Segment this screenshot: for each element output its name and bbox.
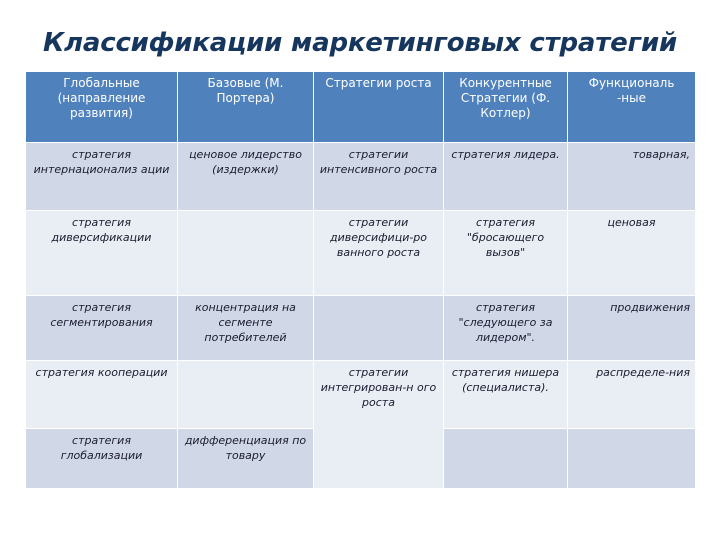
table-cell: стратегия "следующего за лидером".	[444, 296, 568, 361]
table-cell: ценовое лидерство (издержки)	[178, 143, 314, 211]
table-cell: стратегия сегментирования	[26, 296, 178, 361]
header-growth: Стратегии роста	[314, 72, 444, 143]
table-cell	[568, 429, 696, 489]
table-cell: стратегия лидера.	[444, 143, 568, 211]
table-row	[26, 211, 696, 296]
table-cell	[178, 211, 314, 296]
table-cell: дифференциация по товару	[178, 429, 314, 489]
table-cell: товарная,	[568, 143, 696, 211]
strategy-table	[25, 71, 696, 489]
table-cell: стратегии диверсифици-ро ванного роста	[314, 211, 444, 296]
header-basic: Базовые (М. Портера)	[178, 72, 314, 143]
table-cell	[314, 296, 444, 361]
table-cell: стратегия диверсификации	[26, 211, 178, 296]
header-global: Глобальные (направление развития)	[26, 72, 178, 143]
table-header-row	[26, 72, 696, 143]
header-functional: Функциональ -ные	[568, 72, 696, 143]
table-cell: стратегия глобализации	[26, 429, 178, 489]
table-cell: стратегия нишера (специалиста).	[444, 361, 568, 429]
table-row	[26, 143, 696, 211]
table-cell: стратегия кооперации	[26, 361, 178, 429]
table-cell: ценовая	[568, 211, 696, 296]
table-cell: распределе-ния	[568, 361, 696, 429]
table-cell: продвижения	[568, 296, 696, 361]
table-cell: концентрация на сегменте потребителей	[178, 296, 314, 361]
table-cell: стратегия интернационализ ации	[26, 143, 178, 211]
table-row	[26, 361, 696, 429]
slide-title: Классификации маркетинговых стратегий	[43, 28, 677, 58]
table-cell	[178, 361, 314, 429]
table-cell: стратегии интенсивного роста	[314, 143, 444, 211]
table-cell: стратегии интегрирован-н ого роста	[314, 361, 444, 489]
table-cell: стратегия "бросающего вызов"	[444, 211, 568, 296]
table-row	[26, 296, 696, 361]
table-cell	[444, 429, 568, 489]
header-competitive: Конкурентные Стратегии (Ф. Котлер)	[444, 72, 568, 143]
